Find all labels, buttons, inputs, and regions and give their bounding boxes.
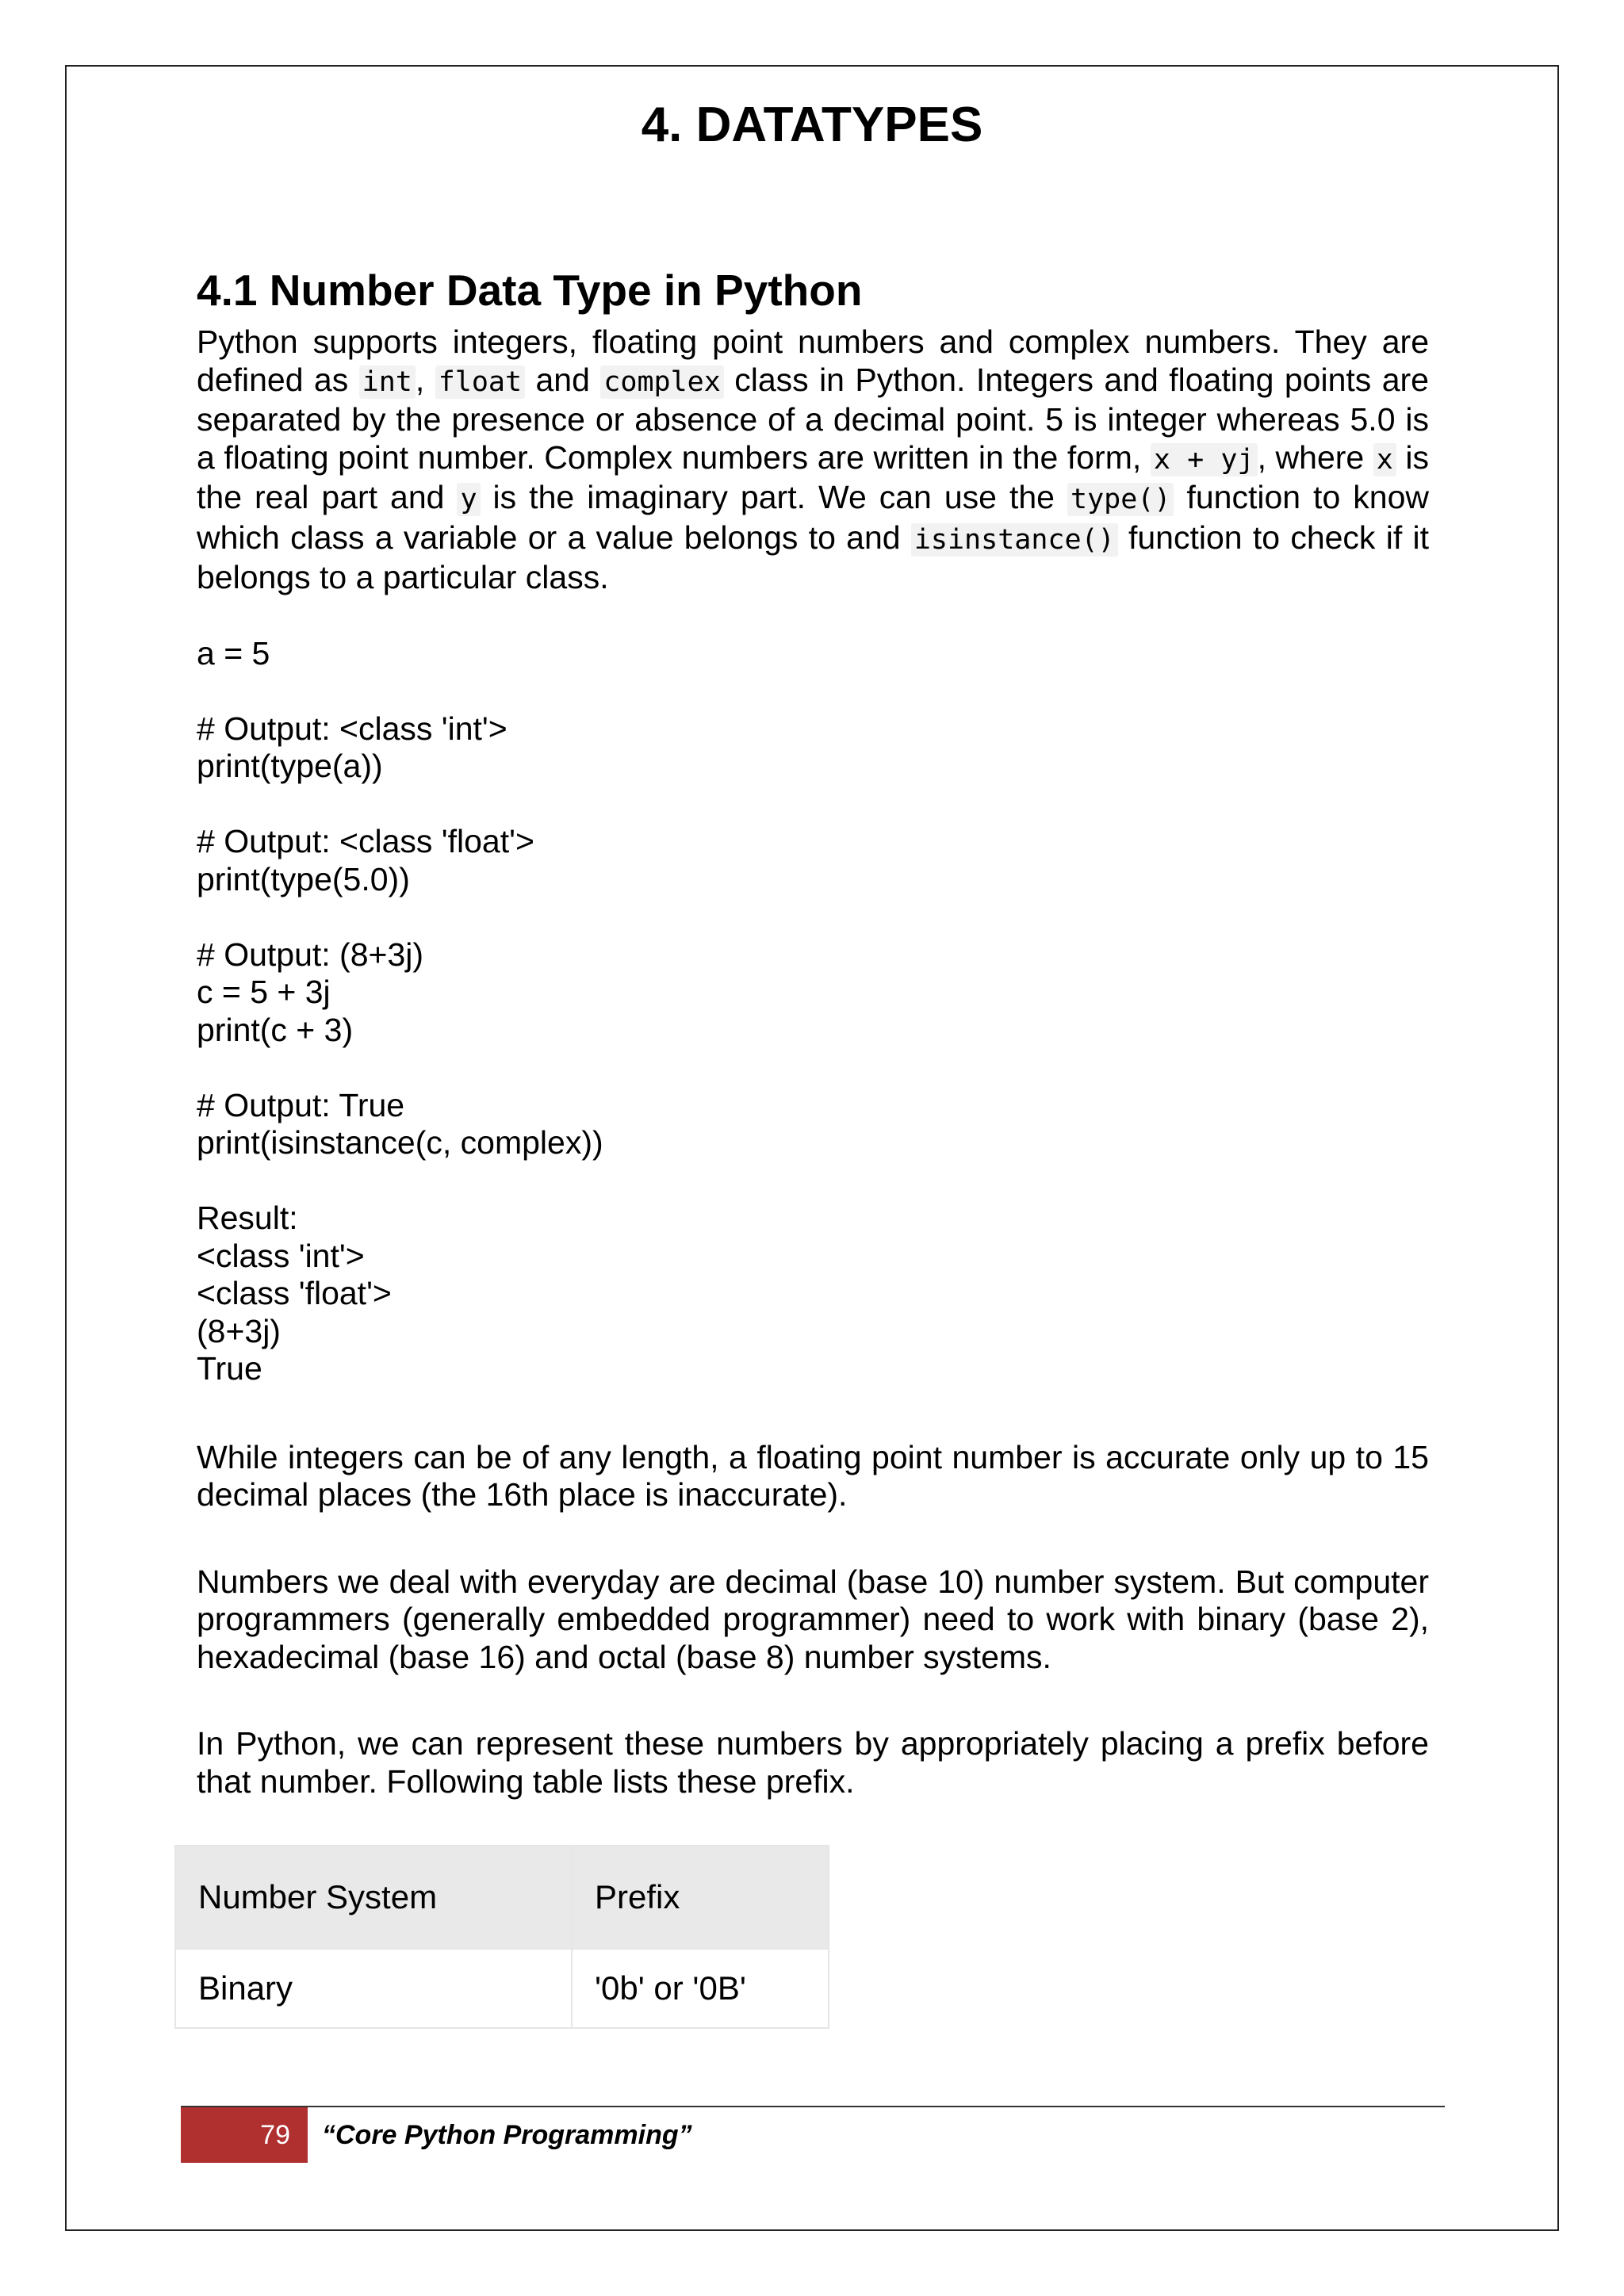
- code-line: # Output: True: [197, 1086, 405, 1123]
- prefix-table: [174, 1845, 829, 2029]
- inline-code-form: x + yj: [1151, 443, 1258, 476]
- chapter-title: 4. DATATYPES: [641, 98, 983, 152]
- inline-code-int: int: [359, 365, 416, 399]
- intro-text: function to know which class a variable or a value belongs to and: [197, 479, 1429, 556]
- inline-code-x: x: [1373, 443, 1396, 476]
- inline-code-y: y: [457, 483, 480, 516]
- intro-text: function to check if it belongs to a particular class.: [197, 519, 1429, 595]
- table-header-prefix: Prefix: [572, 1846, 829, 1949]
- intro-text: is the imaginary part. We can use the: [480, 479, 1067, 515]
- page-number: 79: [181, 2107, 308, 2163]
- inline-code-type: type(): [1067, 483, 1174, 516]
- intro-paragraph: [197, 323, 1429, 597]
- intro-text: class in Python. Integers and floating points are separated by the presence or absence of a decimal point. 5 is integer whereas 5.0 is a floating point number. Complex numbers are written in the form,: [197, 361, 1429, 476]
- result-line: <class 'float'>: [197, 1275, 392, 1311]
- inline-code-float: float: [435, 365, 525, 399]
- result-line: <class 'int'>: [197, 1237, 365, 1274]
- intro-text: , where: [1257, 438, 1373, 476]
- code-line: print(c + 3): [197, 1011, 354, 1048]
- code-line: print(isinstance(c, complex)): [197, 1124, 603, 1161]
- float-accuracy-paragraph: While integers can be of any length, a floating point number is accurate only up to 15 decimal places (the 16th place is inaccurate).: [197, 1438, 1429, 1513]
- table-cell: '0b' or '0B': [572, 1949, 829, 2028]
- prefix-paragraph: In Python, we can represent these numbers by appropriately placing a prefix before that number. Following table lists these prefix.: [197, 1725, 1429, 1800]
- intro-text: is the real part and: [197, 438, 1430, 515]
- result-line: True: [197, 1350, 262, 1387]
- table-row: [175, 1949, 829, 2028]
- number-bases-paragraph: Numbers we deal with everyday are decimal (base 10) number system. But computer programmers (generally embedded programmer) need to work with binary (base 2), hexadecimal (base 16) and octal (base 8) number systems.: [197, 1563, 1429, 1675]
- intro-text: ,: [415, 361, 435, 398]
- main-content: [197, 262, 1429, 1800]
- intro-text: Python supports integers, floating point numbers and complex numbers. They are defined as: [197, 323, 1429, 398]
- code-line: a = 5: [197, 634, 270, 672]
- result-line: Result:: [197, 1200, 298, 1236]
- code-line: # Output: <class 'int'>: [197, 710, 508, 747]
- code-line: c = 5 + 3j: [197, 974, 331, 1010]
- table-cell: Binary: [175, 1949, 572, 2028]
- code-line: print(type(5.0)): [197, 860, 410, 897]
- section-title: 4.1 Number Data Type in Python: [197, 266, 863, 315]
- code-example: [197, 635, 1429, 1388]
- table-header-number-system: Number System: [175, 1846, 572, 1949]
- code-line: # Output: <class 'float'>: [197, 823, 534, 859]
- inline-code-complex: complex: [600, 365, 724, 399]
- intro-text: and: [525, 361, 601, 398]
- code-line: # Output: (8+3j): [197, 936, 424, 973]
- inline-code-isinstance: isinstance(): [911, 523, 1118, 557]
- book-title: “Core Python Programming”: [322, 2120, 692, 2150]
- table-header-row: [175, 1846, 829, 1949]
- code-line: print(type(a)): [197, 748, 383, 784]
- result-line: (8+3j): [197, 1312, 281, 1349]
